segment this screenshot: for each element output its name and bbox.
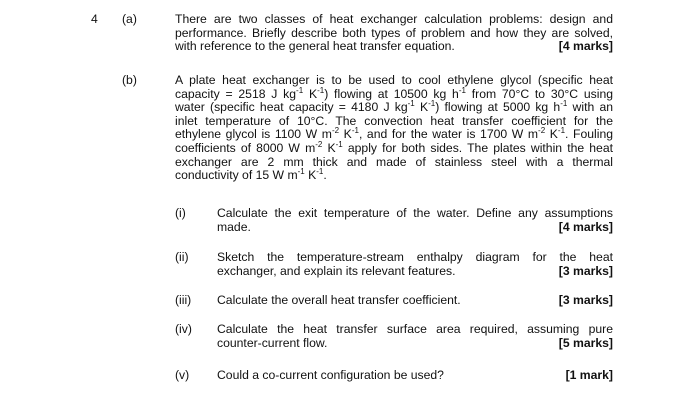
- part-a-text: [175, 13, 613, 54]
- subpart-line: made.: [217, 219, 251, 234]
- part-a-line: performance. Briefly describe both types of problem and how they are solved,: [175, 25, 613, 40]
- part-b-line: inlet temperature of 10°C. The convection heat transfer coefficient for the: [175, 113, 613, 128]
- subpart-label: (i): [175, 206, 186, 220]
- part-b-line: coefficients of 8000 W $m^{-2}$ $K^{-1}$ apply for both sides. The plates within the heat: [175, 139, 613, 155]
- part-b-label: (b): [122, 73, 137, 87]
- subpart-text: [217, 369, 613, 383]
- subpart-line: Sketch the temperature-stream enthalpy diagram for the heat: [217, 250, 613, 264]
- subpart-text: [217, 323, 613, 350]
- subpart-marks: [1 mark]: [565, 368, 613, 382]
- part-b-line: capacity = 2518 J $kg^{-1}$ $K^{-1}$) flowing at 10500 kg $h^{-1}$ from 70°C to 30°C using: [175, 85, 614, 101]
- subpart-marks: [3 marks]: [558, 263, 613, 278]
- part-b-line: conductivity of 15 W $m^{-1}$ $K^{-1}$.: [175, 167, 327, 183]
- part-a-label: (a): [122, 12, 137, 26]
- part-b-line: exchanger are 2 mm thick and made of stainless steel with a thermal: [175, 154, 613, 169]
- subpart-label: (iv): [175, 322, 192, 336]
- part-b-line: water (specific heat capacity = 4180 J $kg^{-1}$ $K^{-1}$) flowing at 5000 kg $h^{-1}$ with an: [175, 99, 613, 115]
- subpart-line: counter-current flow.: [217, 335, 328, 350]
- part-a-line-last: [175, 40, 613, 54]
- subpart-line: Calculate the heat transfer surface area required, assuming pure: [217, 322, 613, 336]
- subpart-label: (ii): [175, 250, 189, 264]
- subpart-text: [217, 207, 613, 234]
- part-b-text: [175, 74, 613, 183]
- part-a-line: There are two classes of heat exchanger calculation problems: design and: [175, 12, 613, 26]
- subpart-marks: [5 marks]: [558, 335, 613, 350]
- part-a-line: with reference to the general heat transfer equation.: [175, 39, 455, 54]
- subpart-line: Could a co-current configuration be used?: [217, 368, 444, 382]
- question-number: 4: [91, 12, 98, 26]
- subpart-line: exchanger, and explain its relevant features.: [217, 263, 456, 278]
- subpart-marks: [4 marks]: [558, 219, 613, 234]
- part-b-line: A plate heat exchanger is to be used to cool ethylene glycol (specific heat: [175, 73, 613, 87]
- subpart-marks: [3 marks]: [558, 293, 613, 307]
- subpart-text: [217, 251, 613, 278]
- part-b-line: ethylene glycol is 1100 W $m^{-2}$ $K^{-1}$, and for the water is 1700 W $m^{-2}$ $K^{-1}$. Fouling: [175, 126, 614, 142]
- subpart-line: Calculate the overall heat transfer coefficient.: [217, 293, 461, 307]
- subpart-label: (iii): [175, 293, 192, 307]
- subpart-label: (v): [175, 368, 190, 382]
- subpart-line: Calculate the exit temperature of the water. Define any assumptions: [217, 206, 613, 220]
- part-a-marks: [4 marks]: [558, 39, 613, 54]
- subpart-text: [217, 294, 613, 308]
